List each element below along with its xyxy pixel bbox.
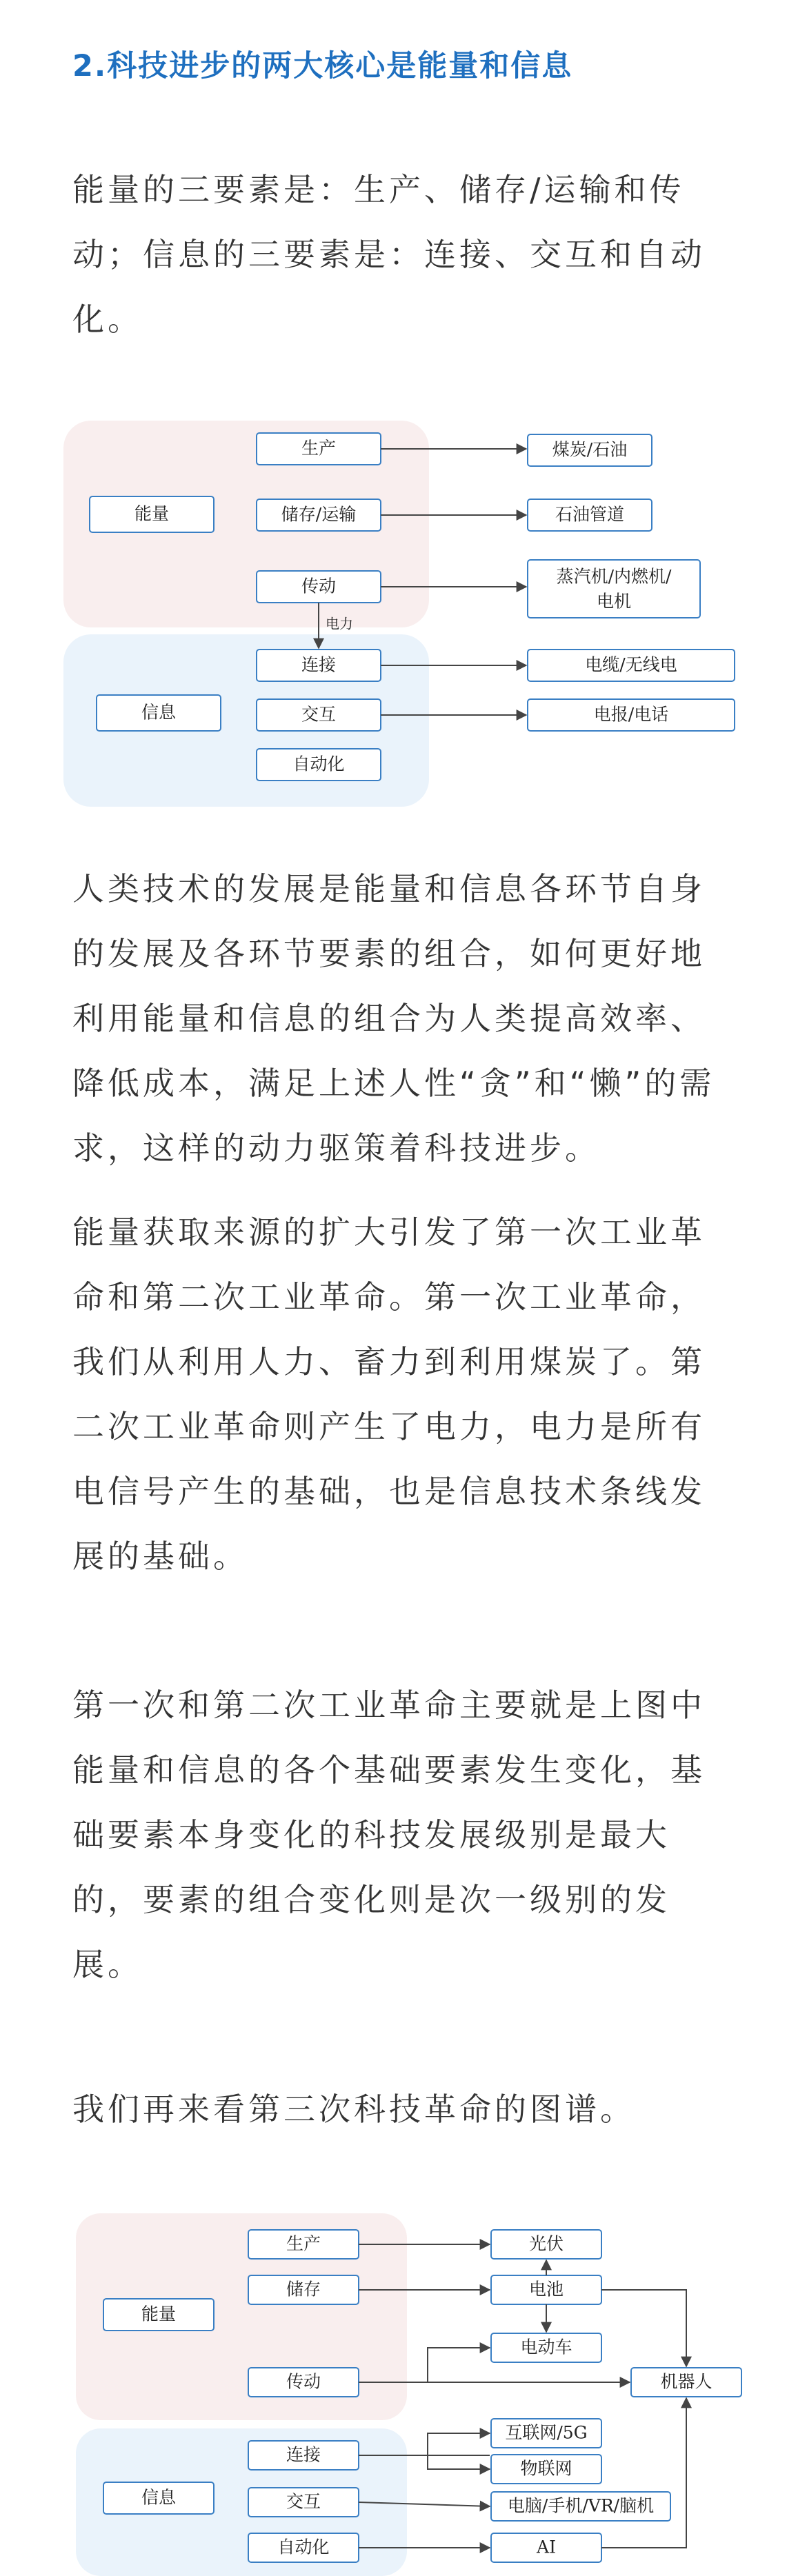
internet-box	[491, 2419, 601, 2448]
iot-box	[491, 2455, 601, 2484]
svg-text:光伏: 光伏	[528, 2233, 564, 2254]
paragraph-basic-elements: 第一次和第二次工业革命主要就是上图中 能量和信息的各个基础要素发生变化，基 础要素本身变化的科技发展级别是最大 的，要素的组合变化则是次一级别的发 展。	[72, 1687, 706, 1983]
cable-wireless-box	[528, 650, 735, 681]
svg-text:互联网/5G: 互联网/5G	[505, 2422, 588, 2443]
info-box	[97, 695, 221, 731]
svg-text:电池: 电池	[528, 2279, 564, 2300]
svg-text:传动: 传动	[286, 2371, 321, 2392]
oil-pipeline-box	[528, 499, 652, 531]
paragraph-third-revolution: 我们再来看第三次科技革命的图谱。	[72, 2091, 635, 2128]
arrow-ai-robot	[601, 2398, 686, 2548]
arrow-connection-iot	[428, 2455, 490, 2469]
svg-text:生产: 生产	[286, 2233, 321, 2254]
energy-box	[90, 496, 214, 532]
storage-transport-box	[257, 499, 381, 531]
svg-text:电动车: 电动车	[520, 2337, 572, 2357]
svg-text:交互: 交互	[286, 2491, 321, 2512]
svg-text:蒸汽机/内燃机/: 蒸汽机/内燃机/	[556, 566, 672, 587]
svg-text:机器人: 机器人	[660, 2371, 713, 2392]
telegraph-phone-box	[528, 699, 735, 731]
svg-text:AI: AI	[537, 2537, 556, 2557]
svg-text:能量: 能量	[134, 503, 170, 524]
solar-box	[491, 2230, 601, 2259]
energy-info-diagram-1	[0, 414, 807, 814]
ai-box	[491, 2533, 601, 2562]
storage-box-2	[248, 2275, 359, 2304]
production-box	[257, 433, 381, 465]
interaction-box	[257, 699, 381, 731]
svg-text:储存: 储存	[286, 2279, 321, 2300]
engines-box	[528, 560, 700, 618]
svg-text:连接: 连接	[301, 654, 337, 675]
robot-box	[631, 2368, 741, 2397]
svg-text:生产: 生产	[301, 438, 337, 459]
ev-box	[491, 2333, 601, 2362]
paragraph-industrial-revolution: 能量获取来源的扩大引发了第一次工业革 命和第二次工业革命。第一次工业革命， 我们从利用人力、畜力到利用煤炭了。第 二次工业革命则产生了电力，电力是所有 电信号产生的基础，也是信息技术条线发 展的基础。	[72, 1214, 706, 1575]
svg-text:自动化: 自动化	[292, 754, 345, 774]
svg-text:信息: 信息	[141, 702, 177, 723]
info-box-2	[103, 2482, 214, 2514]
connection-box	[257, 650, 381, 681]
transmission-box	[257, 571, 381, 603]
battery-box	[491, 2275, 601, 2304]
svg-text:连接: 连接	[286, 2444, 321, 2465]
svg-text:自动化: 自动化	[277, 2537, 330, 2557]
energy-info-diagram-2	[0, 2206, 807, 2576]
svg-text:物联网: 物联网	[520, 2458, 572, 2479]
section-heading: 2.科技进步的两大核心是能量和信息	[72, 49, 573, 83]
svg-text:电缆/无线电: 电缆/无线电	[585, 654, 677, 675]
energy-box-2	[103, 2299, 214, 2331]
paragraph-development: 人类技术的发展是能量和信息各环节自身 的发展及各环节要素的组合，如何更好地 利用能量和信息的组合为人类提高效率、 降低成本，满足上述人性“贪”和“懒”的需 求，这样的动力驱策着科技进步。	[72, 870, 715, 1167]
svg-text:煤炭/石油: 煤炭/石油	[552, 439, 628, 460]
automation-box	[257, 749, 381, 781]
arrow-battery-robot	[601, 2290, 686, 2366]
svg-text:信息: 信息	[141, 2487, 177, 2508]
transmission-box-2	[248, 2368, 359, 2397]
svg-text:能量: 能量	[141, 2304, 177, 2324]
svg-text:交互: 交互	[301, 704, 337, 725]
svg-text:电报/电话: 电报/电话	[593, 704, 669, 725]
connection-box-2	[248, 2441, 359, 2470]
coal-oil-box	[528, 434, 652, 466]
paragraph-three-elements: 能量的三要素是：生产、储存/运输和传 动；信息的三要素是：连接、交互和自动 化。	[72, 171, 706, 338]
svg-text:传动: 传动	[301, 576, 337, 596]
production-box-2	[248, 2230, 359, 2259]
svg-text:石油管道: 石油管道	[555, 504, 625, 525]
devices-box	[491, 2492, 670, 2521]
svg-text:储存/运输: 储存/运输	[281, 504, 357, 525]
arrow-transmission-ev	[428, 2348, 490, 2382]
electricity-label: 电力	[326, 615, 353, 632]
automation-box-2	[248, 2533, 359, 2562]
arrow-connection-internet	[428, 2433, 490, 2455]
svg-text:电脑/手机/VR/脑机: 电脑/手机/VR/脑机	[507, 2495, 655, 2516]
interaction-box-2	[248, 2488, 359, 2517]
svg-text:电机: 电机	[596, 591, 632, 612]
